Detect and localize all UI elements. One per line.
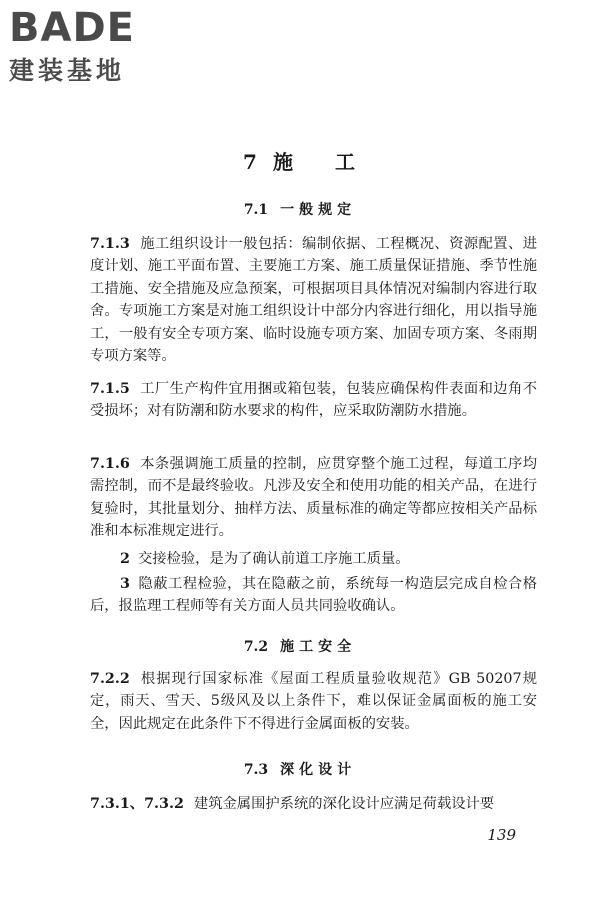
section-heading-7-3	[0, 759, 600, 779]
clause-text: 建筑金属围护系统的深化设计应满足荷载设计要	[193, 796, 495, 812]
chapter-number: 7	[243, 150, 259, 174]
clause-number: 7.1.6	[90, 456, 130, 472]
section-number: 7.2	[243, 639, 269, 655]
clause-text: 根据现行国家标准《屋面工程质量验收规范》GB 50207规定，雨天、雪天、5级风及以上条件下，难以保证金属面板的施工安全，因此规定在此条件下不得进行金属面板的安装。	[90, 671, 537, 732]
item-text: 交接检验，是为了确认前道工序施工质量。	[137, 551, 410, 567]
clause-7-3-1	[90, 793, 537, 815]
clause-number: 7.2.2	[90, 671, 130, 687]
clause-text: 本条强调施工质量的控制，应贯穿整个施工过程，每道工序均需控制，而不是最终验收。凡涉及安全和使用功能的相关产品，在进行复验时，其批量划分、抽样方法、质量标准的确定等都应按相关产品标准和本标准规定进行。	[90, 456, 537, 540]
clause-7-1-6	[90, 453, 537, 543]
section-number: 7.3	[243, 762, 269, 778]
clause-7-1-5	[90, 378, 537, 423]
section-heading-7-1	[0, 199, 600, 219]
section-number: 7.1	[243, 202, 269, 218]
clause-text: 施工组织设计一般包括：编制依据、工程概况、资源配置、进度计划、施工平面布置、主要施工方案、施工质量保证措施、季节性施工措施、安全措施及应急预案，可根据项目具体情况对编制内容进行取舍。专项施工方案是对施工组织设计中部分内容进行细化，用以指导施工，一般有安全专项方案、临时设施专项方案、加固专项方案、冬雨期专项方案等。	[90, 236, 537, 365]
section-title: 施工安全	[280, 639, 357, 655]
section-heading-7-2	[0, 636, 600, 656]
clause-7-2-2	[90, 668, 537, 735]
chapter-title-part2: 工	[334, 150, 357, 174]
page-number: 139	[487, 826, 516, 844]
section-title: 深化设计	[280, 762, 357, 778]
chapter-title-part1: 施	[272, 150, 295, 174]
brand-logo	[9, 6, 135, 86]
logo-wordmark: BADE	[9, 5, 135, 51]
logo-subtitle: 建装基地	[9, 56, 126, 85]
clause-item-2	[90, 548, 537, 570]
item-number: 2	[120, 551, 130, 567]
clause-number: 7.1.3	[90, 236, 130, 252]
clause-text: 工厂生产构件宜用捆或箱包装，包装应确保构件表面和边角不受损坏；对有防潮和防水要求的构件，应采取防潮防水措施。	[90, 381, 537, 420]
item-number: 3	[120, 576, 130, 592]
section-title: 一般规定	[280, 202, 357, 218]
clause-number: 7.3.1、7.3.2	[90, 796, 184, 812]
clause-item-3	[90, 573, 537, 618]
item-text: 隐蔽工程检验，其在隐蔽之前，系统每一构造层完成自检合格后，报监理工程师等有关方面人员共同验收确认。	[90, 576, 537, 615]
clause-7-1-3	[90, 233, 537, 367]
chapter-title	[0, 146, 600, 175]
clause-number: 7.1.5	[90, 381, 130, 397]
